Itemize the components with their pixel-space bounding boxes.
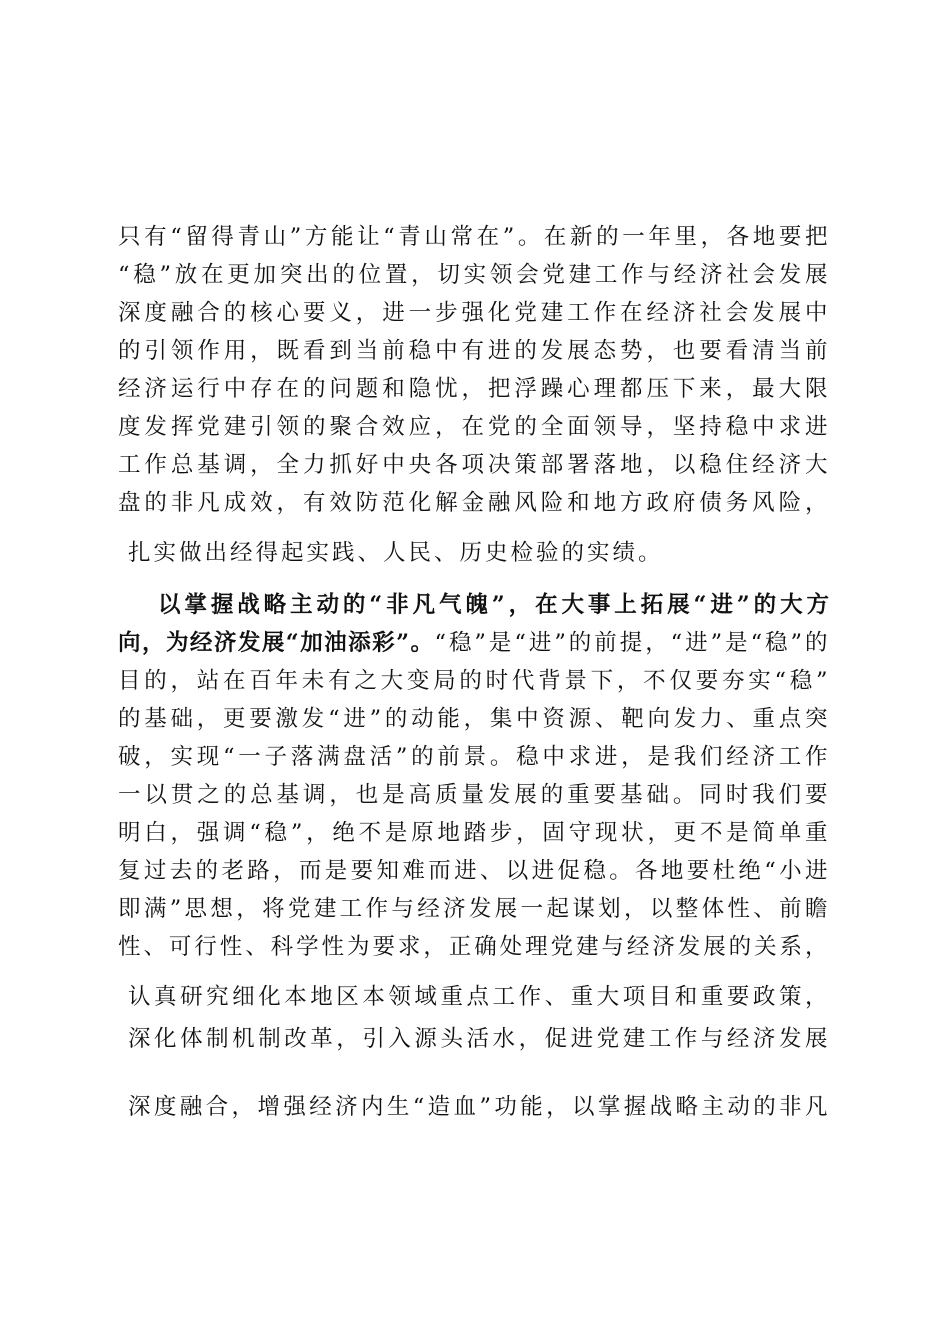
text-line — [118, 628, 830, 658]
text-line: 目的，站在百年未有之大变局的时代背景下，不仅要夯实“稳” — [118, 668, 830, 694]
text-line: 深度融合的核心要义，进一步强化党建工作在经济社会发展中 — [118, 300, 830, 326]
bold-heading-part-1: 以掌握战略主动的“非凡气魄”，在大事上拓展“进”的大方 — [158, 592, 830, 618]
text-line: 扎实做出经得起实践、人民、历史检验的实绩。 — [128, 540, 664, 566]
text-line: 一以贯之的总基调，也是高质量发展的重要基础。同时我们要 — [118, 782, 830, 808]
text-line: 明白，强调“稳”，绝不是原地踏步，固守现状，更不是简单重 — [118, 820, 830, 846]
text-line: 复过去的老路，而是要知难而进、以进促稳。各地要杜绝“小进 — [118, 858, 830, 884]
text-span: “稳”是“进”的前提，“进”是“稳”的 — [434, 630, 830, 656]
text-line: 的引领作用，既看到当前稳中有进的发展态势，也要看清当前 — [118, 338, 830, 364]
text-line: “稳”放在更加突出的位置，切实领会党建工作与经济社会发展 — [118, 262, 830, 288]
text-line: 即满”思想，将党建工作与经济发展一起谋划，以整体性、前瞻 — [118, 896, 830, 922]
text-line: 度发挥党建引领的聚合效应，在党的全面领导，坚持稳中求进 — [118, 414, 830, 440]
text-line: 经济运行中存在的问题和隐忧，把浮躁心理都压下来，最大限 — [118, 376, 830, 402]
text-line: 工作总基调，全力抓好中央各项决策部署落地，以稳住经济大 — [118, 452, 830, 478]
text-line: 破，实现“一子落满盘活”的前景。稳中求进，是我们经济工作 — [118, 744, 830, 770]
text-line: 盘的非凡成效，有效防范化解金融风险和地方政府债务风险， — [118, 490, 830, 516]
text-line: 的基础，更要激发“进”的动能，集中资源、靶向发力、重点突 — [118, 706, 830, 732]
text-line: 只有“留得青山”方能让“青山常在”。在新的一年里，各地要把 — [118, 224, 830, 250]
text-line: 深化体制机制改革，引入源头活水，促进党建工作与经济发展 — [128, 1026, 830, 1052]
text-line: 认真研究细化本地区本领域重点工作、重大项目和重要政策， — [128, 984, 830, 1010]
bold-heading-part-2: 向，为经济发展“加油添彩”。 — [118, 630, 435, 656]
text-line-bold — [118, 590, 830, 620]
text-line: 性、可行性、科学性为要求，正确处理党建与经济发展的关系， — [118, 934, 830, 960]
text-line: 深度融合，增强经济内生“造血”功能，以掌握战略主动的非凡 — [128, 1094, 830, 1120]
